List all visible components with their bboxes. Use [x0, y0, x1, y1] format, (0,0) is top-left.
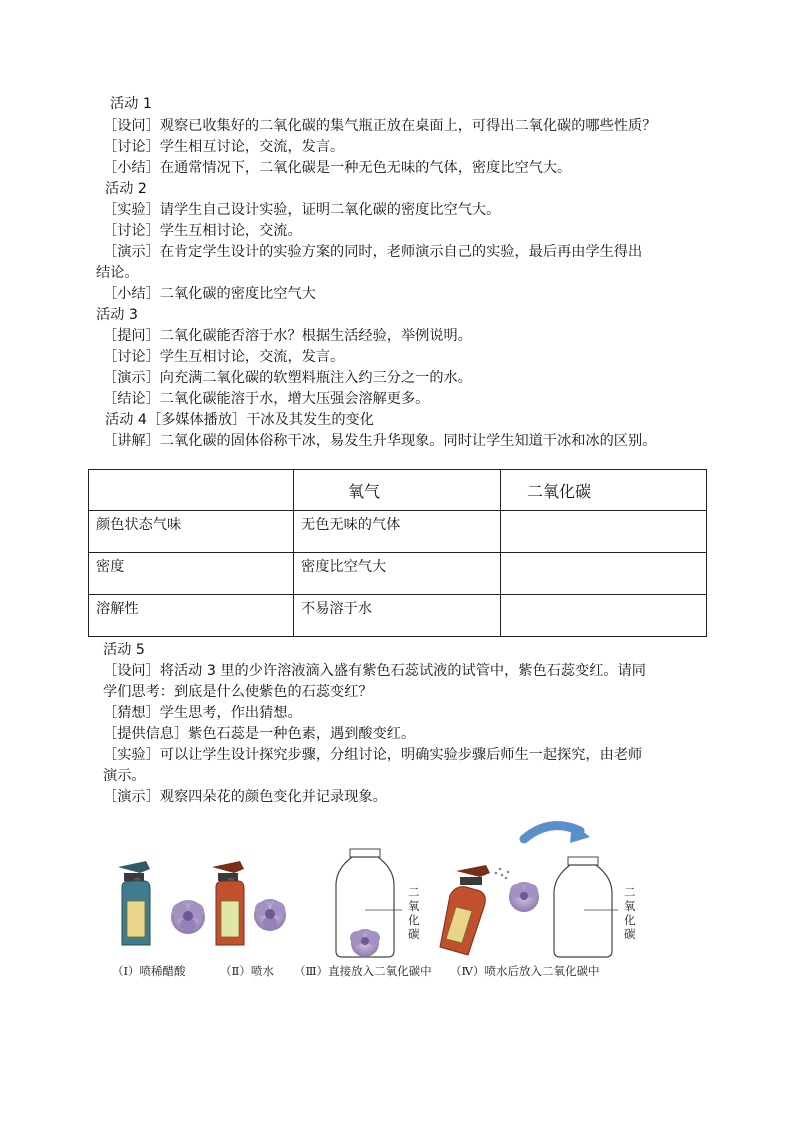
- table-cell: [501, 595, 707, 637]
- flower-icon: [171, 900, 205, 934]
- text-line: ［结论］二氧化碳能溶于水，增大压强会溶解更多。: [103, 391, 430, 407]
- text-line: 结论。: [96, 265, 139, 281]
- comparison-table: [88, 469, 707, 637]
- caption-4: （Ⅳ）喷水后放入二氧化碳中: [450, 964, 600, 978]
- spray-bottle-acetic-icon: [118, 861, 150, 945]
- text-line: ［演示］在肯定学生设计的实验方案的同时，老师演示自己的实验，最后再由学生得出: [103, 244, 643, 260]
- table-cell: 颜色状态气味: [89, 511, 294, 553]
- experiment-figure: [110, 815, 650, 985]
- spray-bottle-water-icon: [212, 861, 244, 945]
- table-cell: [501, 511, 707, 553]
- experiment-illustration: [110, 815, 650, 985]
- activity-1-heading: 活动 1: [110, 96, 152, 112]
- table-cell: [501, 553, 707, 595]
- caption-2: （Ⅱ）喷水: [220, 964, 274, 978]
- text-line: ［讲解］二氧化碳的固体俗称干冰，易发生升华现象。同时让学生知道干冰和冰的区别。: [103, 433, 657, 449]
- text-line: 学们思考：到底是什么使紫色的石蕊变红？: [103, 684, 373, 700]
- table-cell: 无色无味的气体: [294, 511, 501, 553]
- activity-5-heading: 活动 5: [103, 642, 145, 658]
- table-cell: 密度比空气大: [294, 553, 501, 595]
- text-line: ［实验］请学生自己设计实验，证明二氧化碳的密度比空气大。: [103, 202, 501, 218]
- caption-3: （Ⅲ）直接放入二氧化碳中: [294, 964, 432, 978]
- text-line: ［设问］将活动 3 里的少许溶液滴入盛有紫色石蕊试液的试管中，紫色石蕊变红。请同: [103, 663, 646, 679]
- activity-4-heading: 活动 4［多媒体播放］干冰及其发生的变化: [105, 412, 374, 428]
- table-cell: 不易溶于水: [294, 595, 501, 637]
- table-header-cell: 二氧化碳: [501, 470, 707, 511]
- table-header-cell: 氧气: [294, 470, 501, 511]
- text-line: ［小结］二氧化碳的密度比空气大: [103, 286, 316, 302]
- text-line: ［提问］二氧化碳能否溶于水？根据生活经验，举例说明。: [103, 328, 472, 344]
- text-line: ［提供信息］紫色石蕊是一种色素，遇到酸变红。: [103, 726, 416, 742]
- text-line: 演示。: [103, 768, 146, 784]
- table-row: [89, 595, 707, 637]
- spray-mist-icon: [495, 868, 510, 880]
- flower-icon: [254, 899, 286, 931]
- text-line: ［设问］观察已收集好的二氧化碳的集气瓶正放在桌面上，可得出二氧化碳的哪些性质？: [103, 118, 657, 134]
- table-row: [89, 553, 707, 595]
- text-line: ［讨论］学生互相讨论，交流。: [103, 223, 302, 239]
- text-line: ［讨论］学生相互讨论，交流，发言。: [103, 139, 345, 155]
- table-cell: 密度: [89, 553, 294, 595]
- table-header-row: [89, 470, 707, 511]
- table-header-cell: [89, 470, 294, 511]
- text-line: ［演示］观察四朵花的颜色变化并记录现象。: [103, 789, 387, 805]
- text-line: ［猜想］学生思考，作出猜想。: [103, 705, 302, 721]
- text-line: ［演示］向充满二氧化碳的软塑料瓶注入约三分之一的水。: [103, 370, 472, 386]
- activity-3-heading: 活动 3: [96, 307, 138, 323]
- jar-label: 二氧化碳: [408, 885, 420, 941]
- flower-icon: [509, 882, 539, 912]
- table-row: [89, 511, 707, 553]
- text-line: ［小结］在通常情况下，二氧化碳是一种无色无味的气体，密度比空气大。: [103, 160, 572, 176]
- jar-label: 二氧化碳: [624, 885, 636, 941]
- gas-jar-icon: [554, 857, 618, 957]
- arrow-icon: [524, 823, 590, 843]
- text-line: ［实验］可以让学生设计探究步骤，分组讨论，明确实验步骤后师生一起探究，由老师: [103, 747, 643, 763]
- spray-bottle-water-icon: [440, 865, 490, 955]
- caption-1: （Ⅰ）喷稀醋酸: [112, 964, 186, 978]
- gas-jar-icon: [336, 849, 402, 957]
- activity-2-heading: 活动 2: [105, 181, 147, 197]
- text-line: ［讨论］学生互相讨论，交流，发言。: [103, 349, 345, 365]
- table-cell: 溶解性: [89, 595, 294, 637]
